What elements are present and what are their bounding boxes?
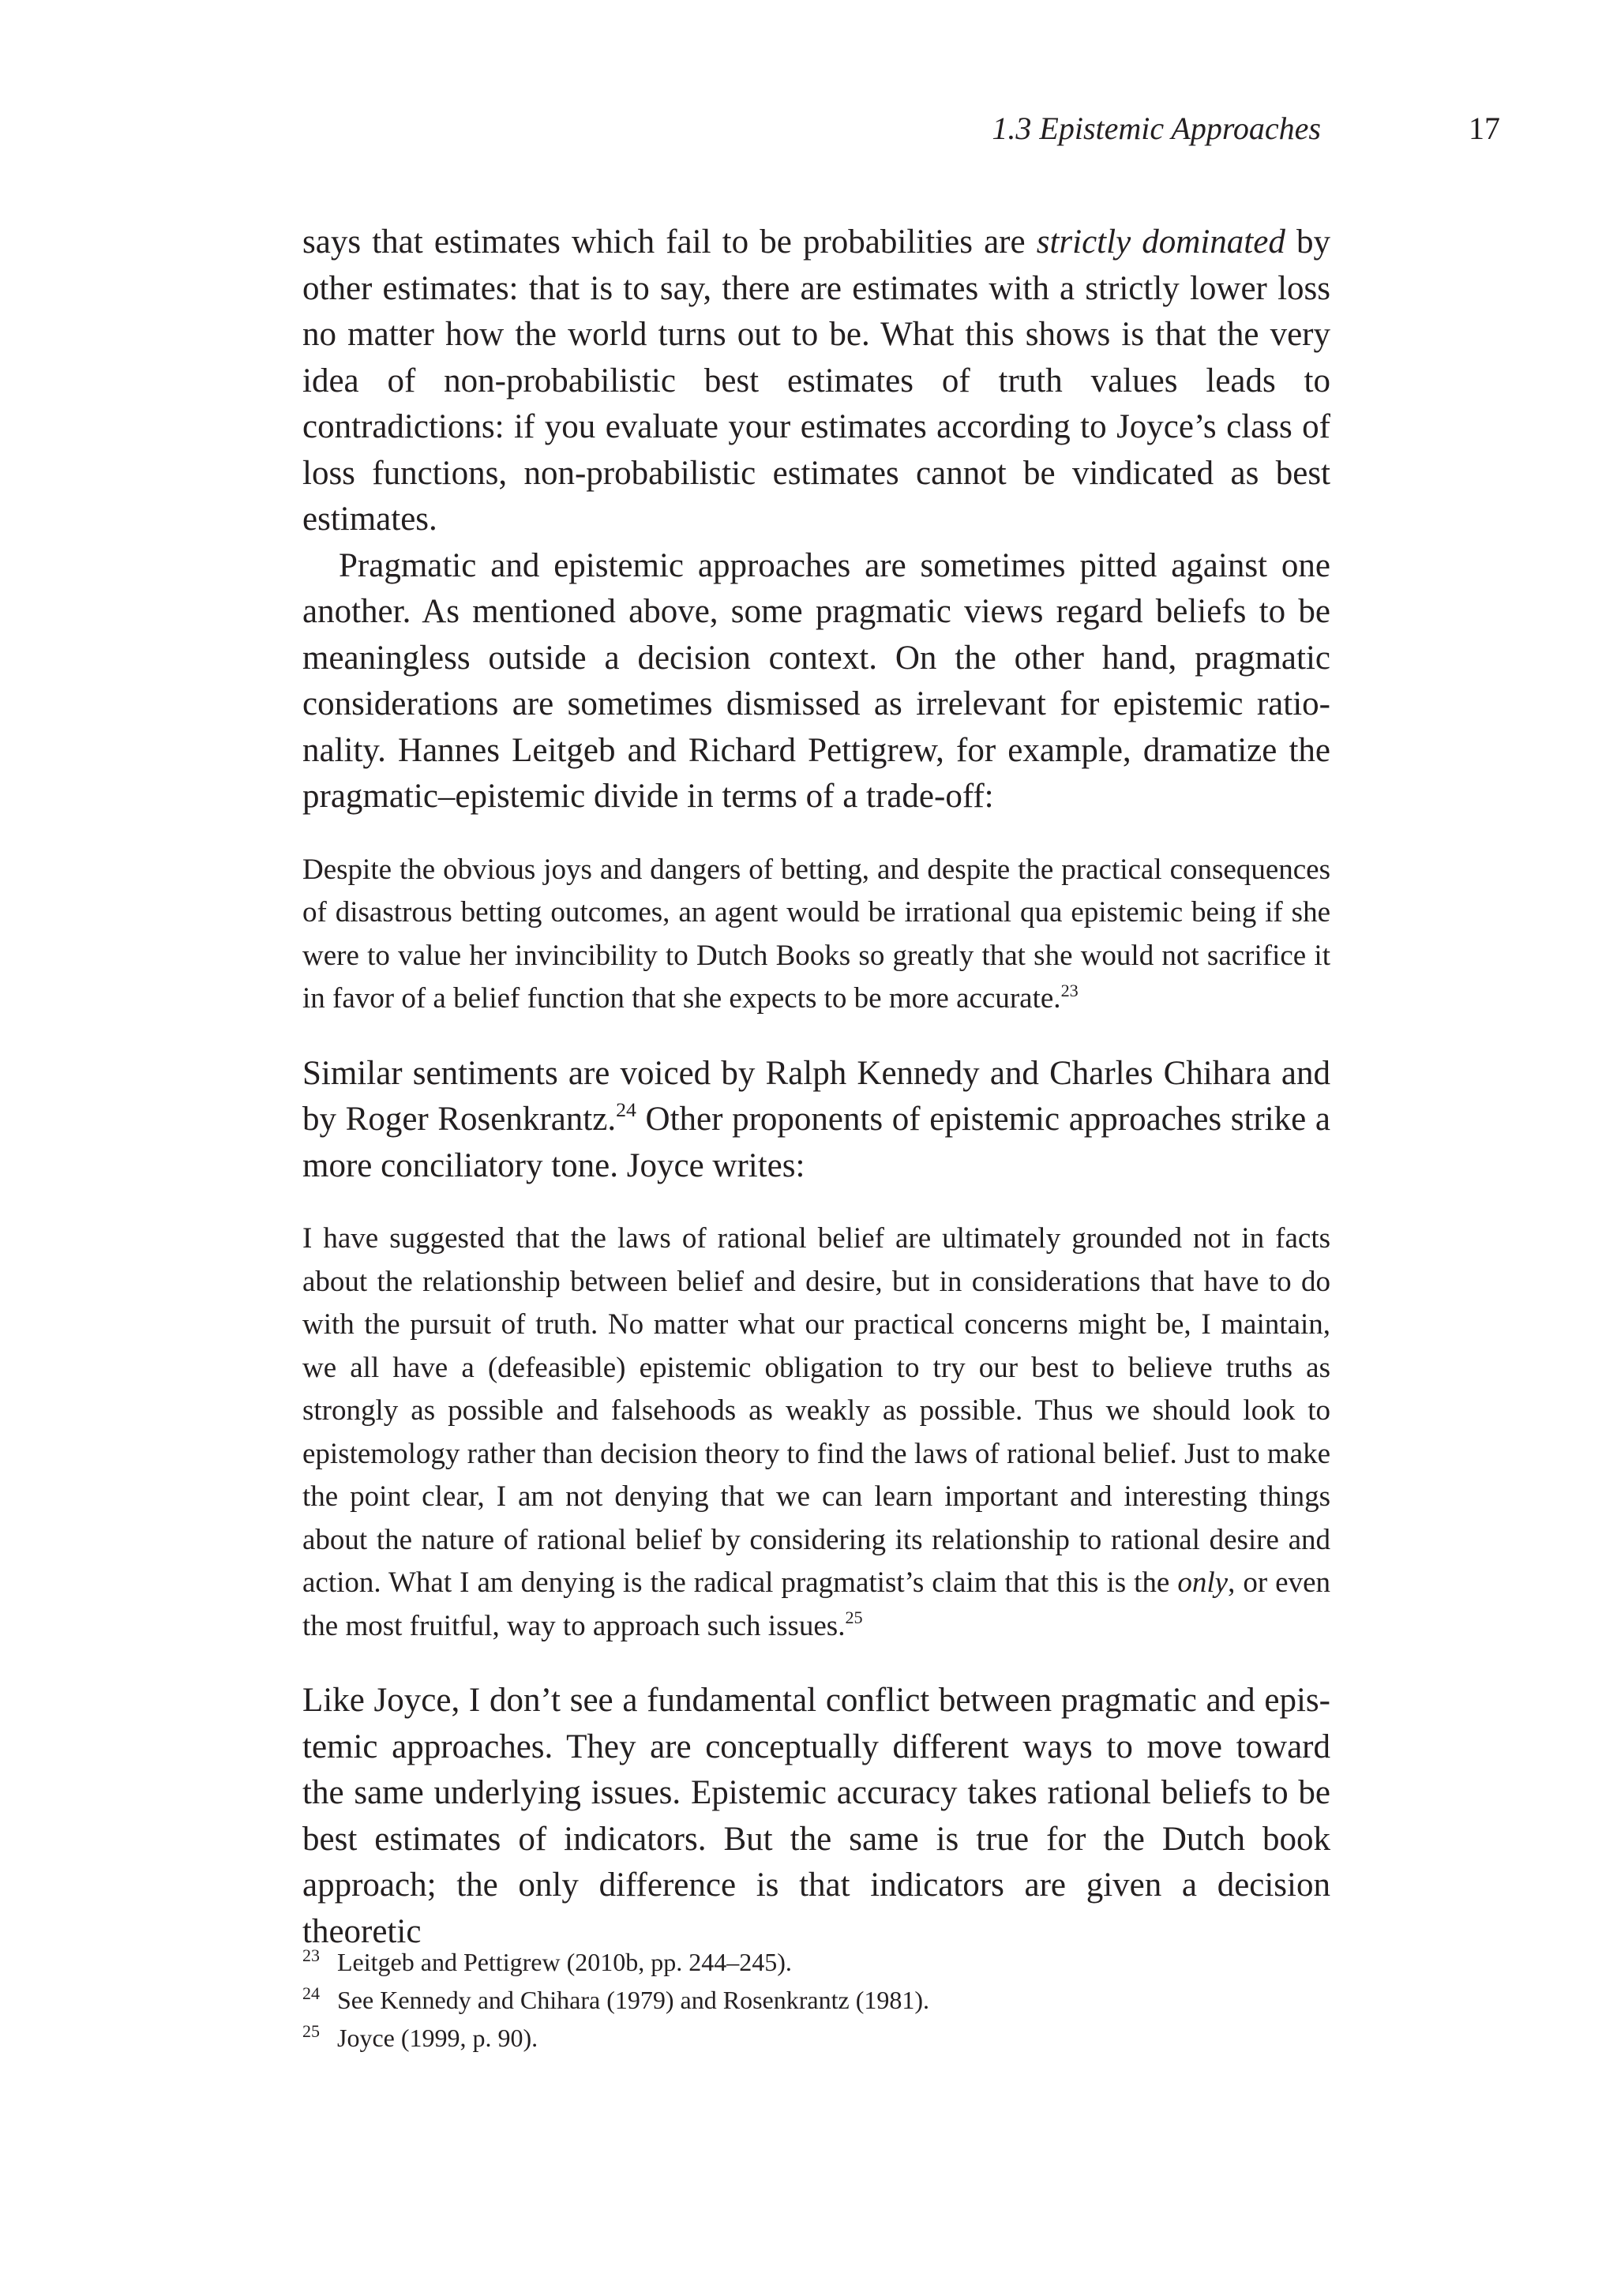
block-quote-1 bbox=[302, 849, 1330, 1021]
running-head bbox=[302, 107, 1330, 151]
footnote bbox=[302, 1983, 1330, 2020]
paragraph-1 bbox=[302, 219, 1330, 543]
emphasis-strictly-dominated: strictly dominated bbox=[1036, 223, 1285, 261]
block-quote-2 bbox=[302, 1217, 1330, 1648]
page-number: 17 bbox=[1469, 111, 1500, 146]
footnote-text: See Kennedy and Chihara (1979) and Rosenkrantz (1981). bbox=[337, 1986, 929, 2014]
footnote-text: Joyce (1999, p. 90). bbox=[337, 2024, 538, 2052]
paragraph-3 bbox=[302, 1051, 1330, 1190]
paragraph-3-text-b: Other proponents of epistemic approaches strike a more conciliatory tone. Joyce writes: bbox=[302, 1101, 1330, 1184]
paragraph-3-text-a: Similar sentiments are voiced by Ralph Kennedy and Charles Chihara and by Roger Rosenkrantz. bbox=[302, 1054, 1330, 1138]
footnote-number: 25 bbox=[302, 2021, 320, 2041]
footnote-ref-24[interactable]: 24 bbox=[616, 1098, 636, 1122]
paragraph-1-text-a: says that estimates which fail to be probabilities are bbox=[302, 223, 1037, 261]
block-quote-1-text: Despite the obvious joys and dangers of betting, and despite the practical consequences of disastrous betting outcomes, an agent would be irrational qua epistemic being if she were to value her invincibility to Dutch Books so greatly that she would not sacrifice it in favor of a belief function that she expects to be more accurate. bbox=[302, 853, 1330, 1015]
paragraph-2: Pragmatic and epistemic approaches are sometimes pitted against one another. As mentioned above, some pragmatic views regard beliefs to be meaningless outside a decision context. On the other hand, pragmatic considerations are sometimes dismissed as irrelevant for epistemic rationality. Hannes Leitgeb and Richard Pettigrew, for example, dramatize the pragmatic–epistemic divide in terms of a trade-off: bbox=[302, 546, 1330, 815]
paragraph-4: Like Joyce, I don’t see a fundamental conflict between pragmatic and epistemic approaches. They are conceptually different ways to move toward the same underlying issues. Epistemic accuracy takes rational beliefs to be best estimates of indicators. But the same is true for the Dutch book approach; the only difference is that indicators are given a decision theoretic bbox=[302, 1682, 1330, 1950]
paragraph-1-text-b: by other estimates: that is to say, there are estimates with a strictly lower loss no matter how the world turns out to be. What this shows is that the very idea of non-probabilistic best estimates of truth values leads to contradictions: if you evaluate your estimates according to Joyce’s class of loss functions, non-probabilistic estimates cannot be vindicated as best estimates. bbox=[302, 223, 1330, 538]
footnote-ref-25[interactable]: 25 bbox=[845, 1608, 863, 1628]
emphasis-only: only bbox=[1177, 1566, 1229, 1599]
footnote-ref-23[interactable]: 23 bbox=[1060, 980, 1079, 1000]
block-quote-2-text-a: I have suggested that the laws of rational belief are ultimately grounded not in facts about the relationship between belief and desire, but in considerations that have to do with the pursuit of truth. No matter what our practical concerns might be, I maintain, we all have a (defeasible) epistemic obligation to try our best to believe truths as strongly as possible and falsehoods as weakly as possible. Thus we should look to epistemology rather than decision theory to find the laws of rational belief. Just to make the point clear, I am not denying that we can learn important and interesting things about the nature of rational belief by considering its relationship to rational desire and action. What I am denying is the radical pragmatist’s claim that this is the bbox=[302, 1222, 1330, 1599]
footnote bbox=[302, 2020, 1330, 2058]
footnote-text: Leitgeb and Pettigrew (2010b, pp. 244–245). bbox=[337, 1948, 792, 1976]
running-title: 1.3 Epistemic Approaches bbox=[992, 111, 1321, 146]
footnotes bbox=[302, 1945, 1330, 2058]
footnote-number: 24 bbox=[302, 1983, 320, 2003]
footnote-number: 23 bbox=[302, 1945, 320, 1965]
main-text bbox=[302, 219, 1330, 1955]
footnote bbox=[302, 1945, 1330, 1983]
block-quote-2-text-b: , or even the most fruitful, way to approach such issues. bbox=[302, 1566, 1330, 1642]
